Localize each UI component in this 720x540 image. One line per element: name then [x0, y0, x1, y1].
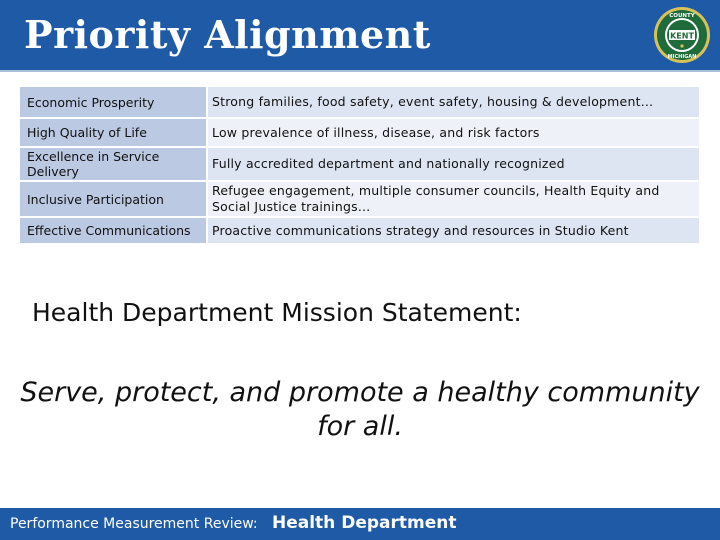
svg-text:KENT: KENT	[670, 31, 694, 41]
footer-bar	[0, 508, 720, 540]
page-title: Priority Alignment	[24, 12, 431, 57]
table-row	[20, 218, 699, 243]
priority-description: Proactive communications strategy and resources in Studio Kent	[208, 218, 699, 243]
priority-description: Low prevalence of illness, disease, and risk factors	[208, 119, 699, 146]
svg-text:COUNTY: COUNTY	[669, 13, 695, 19]
footer-label: Performance Measurement Review:	[10, 516, 258, 532]
table-row	[20, 87, 699, 117]
mission-heading: Health Department Mission Statement:	[32, 298, 522, 327]
priority-table	[20, 87, 699, 243]
priority-description: Strong families, food safety, event safety, housing & development…	[208, 87, 699, 117]
priority-label: Effective Communications	[20, 218, 206, 243]
title-bar	[0, 0, 720, 70]
svg-text:MICHIGAN: MICHIGAN	[667, 54, 697, 60]
title-divider	[0, 70, 720, 72]
county-seal-logo	[653, 6, 711, 64]
mission-statement: Serve, protect, and promote a healthy community for all.	[20, 377, 700, 442]
table-row	[20, 119, 699, 146]
priority-description: Fully accredited department and nationally recognized	[208, 148, 699, 180]
priority-label: Economic Prosperity	[20, 87, 206, 117]
priority-label: Excellence in Service Delivery	[20, 148, 206, 180]
footer-department: Health Department	[272, 513, 457, 533]
priority-label: Inclusive Participation	[20, 182, 206, 216]
priority-label: High Quality of Life	[20, 119, 206, 146]
table-row	[20, 148, 699, 180]
table-row	[20, 182, 699, 216]
priority-description: Refugee engagement, multiple consumer councils, Health Equity and Social Justice trainings…	[208, 182, 699, 216]
